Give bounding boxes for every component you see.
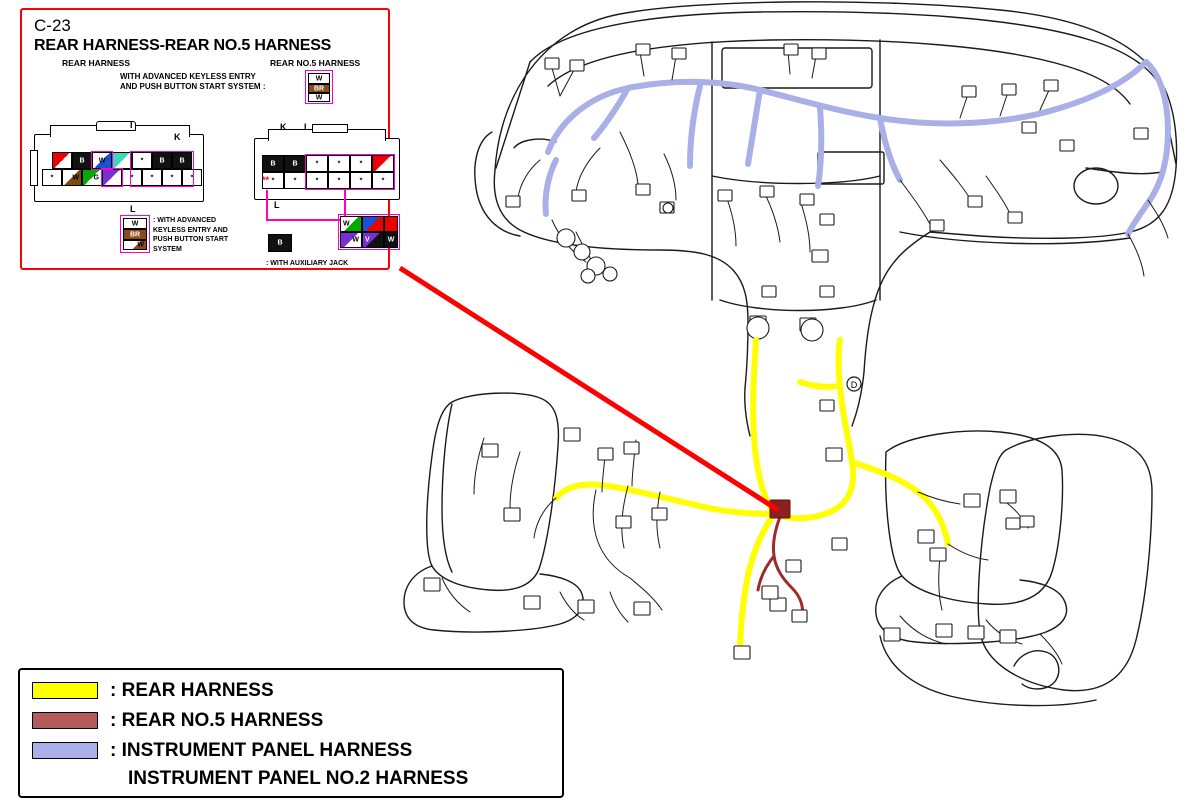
- right-cell-r2c6: *: [372, 172, 394, 189]
- right-cell-r2c4: *: [328, 172, 350, 189]
- right-cell-r2c1: *: [262, 172, 284, 189]
- legend-label-rear-no5-harness: : REAR NO.5 HARNESS: [110, 710, 324, 731]
- right-cell-r1c2: B: [284, 155, 306, 172]
- legend-swatch-rear-harness: [32, 682, 98, 699]
- left-cell-r2c5: *: [122, 169, 142, 186]
- keyless-legend-cell-br: BR: [123, 229, 147, 240]
- left-cell-r1c7: B: [172, 152, 192, 169]
- connector-id-label: C-23: [34, 16, 71, 35]
- left-cell-r1c5: *: [132, 152, 152, 169]
- left-pin-letter-i: I: [130, 120, 133, 130]
- keyless-chip-cell-w-top: W: [308, 73, 330, 84]
- legend-swatch-instrument-panel-harness: [32, 742, 98, 759]
- aux-chip-r2c2: V: [362, 232, 384, 248]
- right-highlight-frame: [305, 154, 395, 190]
- right-cell-r2c3: *: [306, 172, 328, 189]
- left-cell-r2c1: *: [42, 169, 62, 186]
- aux-chip-black: B: [268, 234, 292, 252]
- left-pin-letter-k: K: [174, 132, 181, 142]
- left-cell-r2c8: *: [182, 169, 202, 186]
- aux-chip-r1c1: W: [340, 216, 362, 232]
- keyless-legend-text: : WITH ADVANCED KEYLESS ENTRY AND PUSH BUTTON START SYSTEM: [153, 217, 229, 253]
- right-cell-r1c1: B: [262, 155, 284, 172]
- aux-chip-r2c1: W: [340, 232, 362, 248]
- legend-label-instrument-panel-no2-harness: INSTRUMENT PANEL NO.2 HARNESS: [128, 768, 469, 789]
- right-pin-letter-k: K: [280, 122, 287, 132]
- left-cell-r2c7: *: [162, 169, 182, 186]
- left-cell-r1c6: B: [152, 152, 172, 169]
- aux-leader-horizontal: [266, 219, 346, 221]
- aux-jack-legend-text: : WITH AUXILIARY JACK: [266, 260, 349, 267]
- right-pin-letter-l: L: [274, 200, 280, 210]
- aux-chip-r2c3: W: [384, 232, 398, 248]
- legend-label-rear-harness: : REAR HARNESS: [110, 680, 274, 701]
- keyless-legend-cell-w-bottom: W: [123, 240, 147, 250]
- left-cell-r1c2: B: [72, 152, 92, 169]
- left-highlight-row-frame: [130, 151, 194, 187]
- aux-leader-vertical: [266, 190, 268, 220]
- left-cell-r1c3: W: [92, 152, 112, 169]
- legend-swatch-rear-no5-harness: [32, 712, 98, 729]
- legend-label-instrument-panel-harness: : INSTRUMENT PANEL HARNESS: [110, 740, 413, 761]
- keyless-legend-cell-w-top: W: [123, 218, 147, 229]
- svg-text:D: D: [850, 380, 858, 390]
- left-cell-r2c3: G: [82, 169, 102, 186]
- right-harness-label: REAR NO.5 HARNESS: [270, 58, 361, 68]
- keyless-chip-cell-br: BR: [308, 84, 330, 93]
- left-harness-label: REAR HARNESS: [62, 58, 131, 68]
- keyless-chip-cell-w-bottom: W: [308, 93, 330, 102]
- left-cell-r2c2: W: [62, 169, 82, 186]
- right-cell-r2c2: *: [284, 172, 306, 189]
- left-highlight-col4: [101, 168, 123, 187]
- right-cell-r1c3: *: [306, 155, 328, 172]
- connector-title: REAR HARNESS-REAR NO.5 HARNESS: [34, 37, 332, 54]
- left-cell-r2c6: *: [142, 169, 162, 186]
- right-red-asterisks: **: [262, 175, 270, 185]
- connector-detail-callout: [20, 8, 395, 270]
- left-cell-r1c4: [112, 152, 132, 169]
- right-cell-r1c4: *: [328, 155, 350, 172]
- harness-color-legend: [18, 668, 564, 798]
- left-pin-letter-l: L: [130, 204, 136, 214]
- keyless-note: WITH ADVANCED KEYLESS ENTRY AND PUSH BUTTON START SYSTEM :: [120, 72, 266, 91]
- left-cell-r1c1: [52, 152, 72, 169]
- right-cell-r2c5: *: [350, 172, 372, 189]
- right-cell-r1c5: *: [350, 155, 372, 172]
- callout-leader-line: [400, 268, 778, 510]
- right-pin-letter-i: I: [304, 122, 307, 132]
